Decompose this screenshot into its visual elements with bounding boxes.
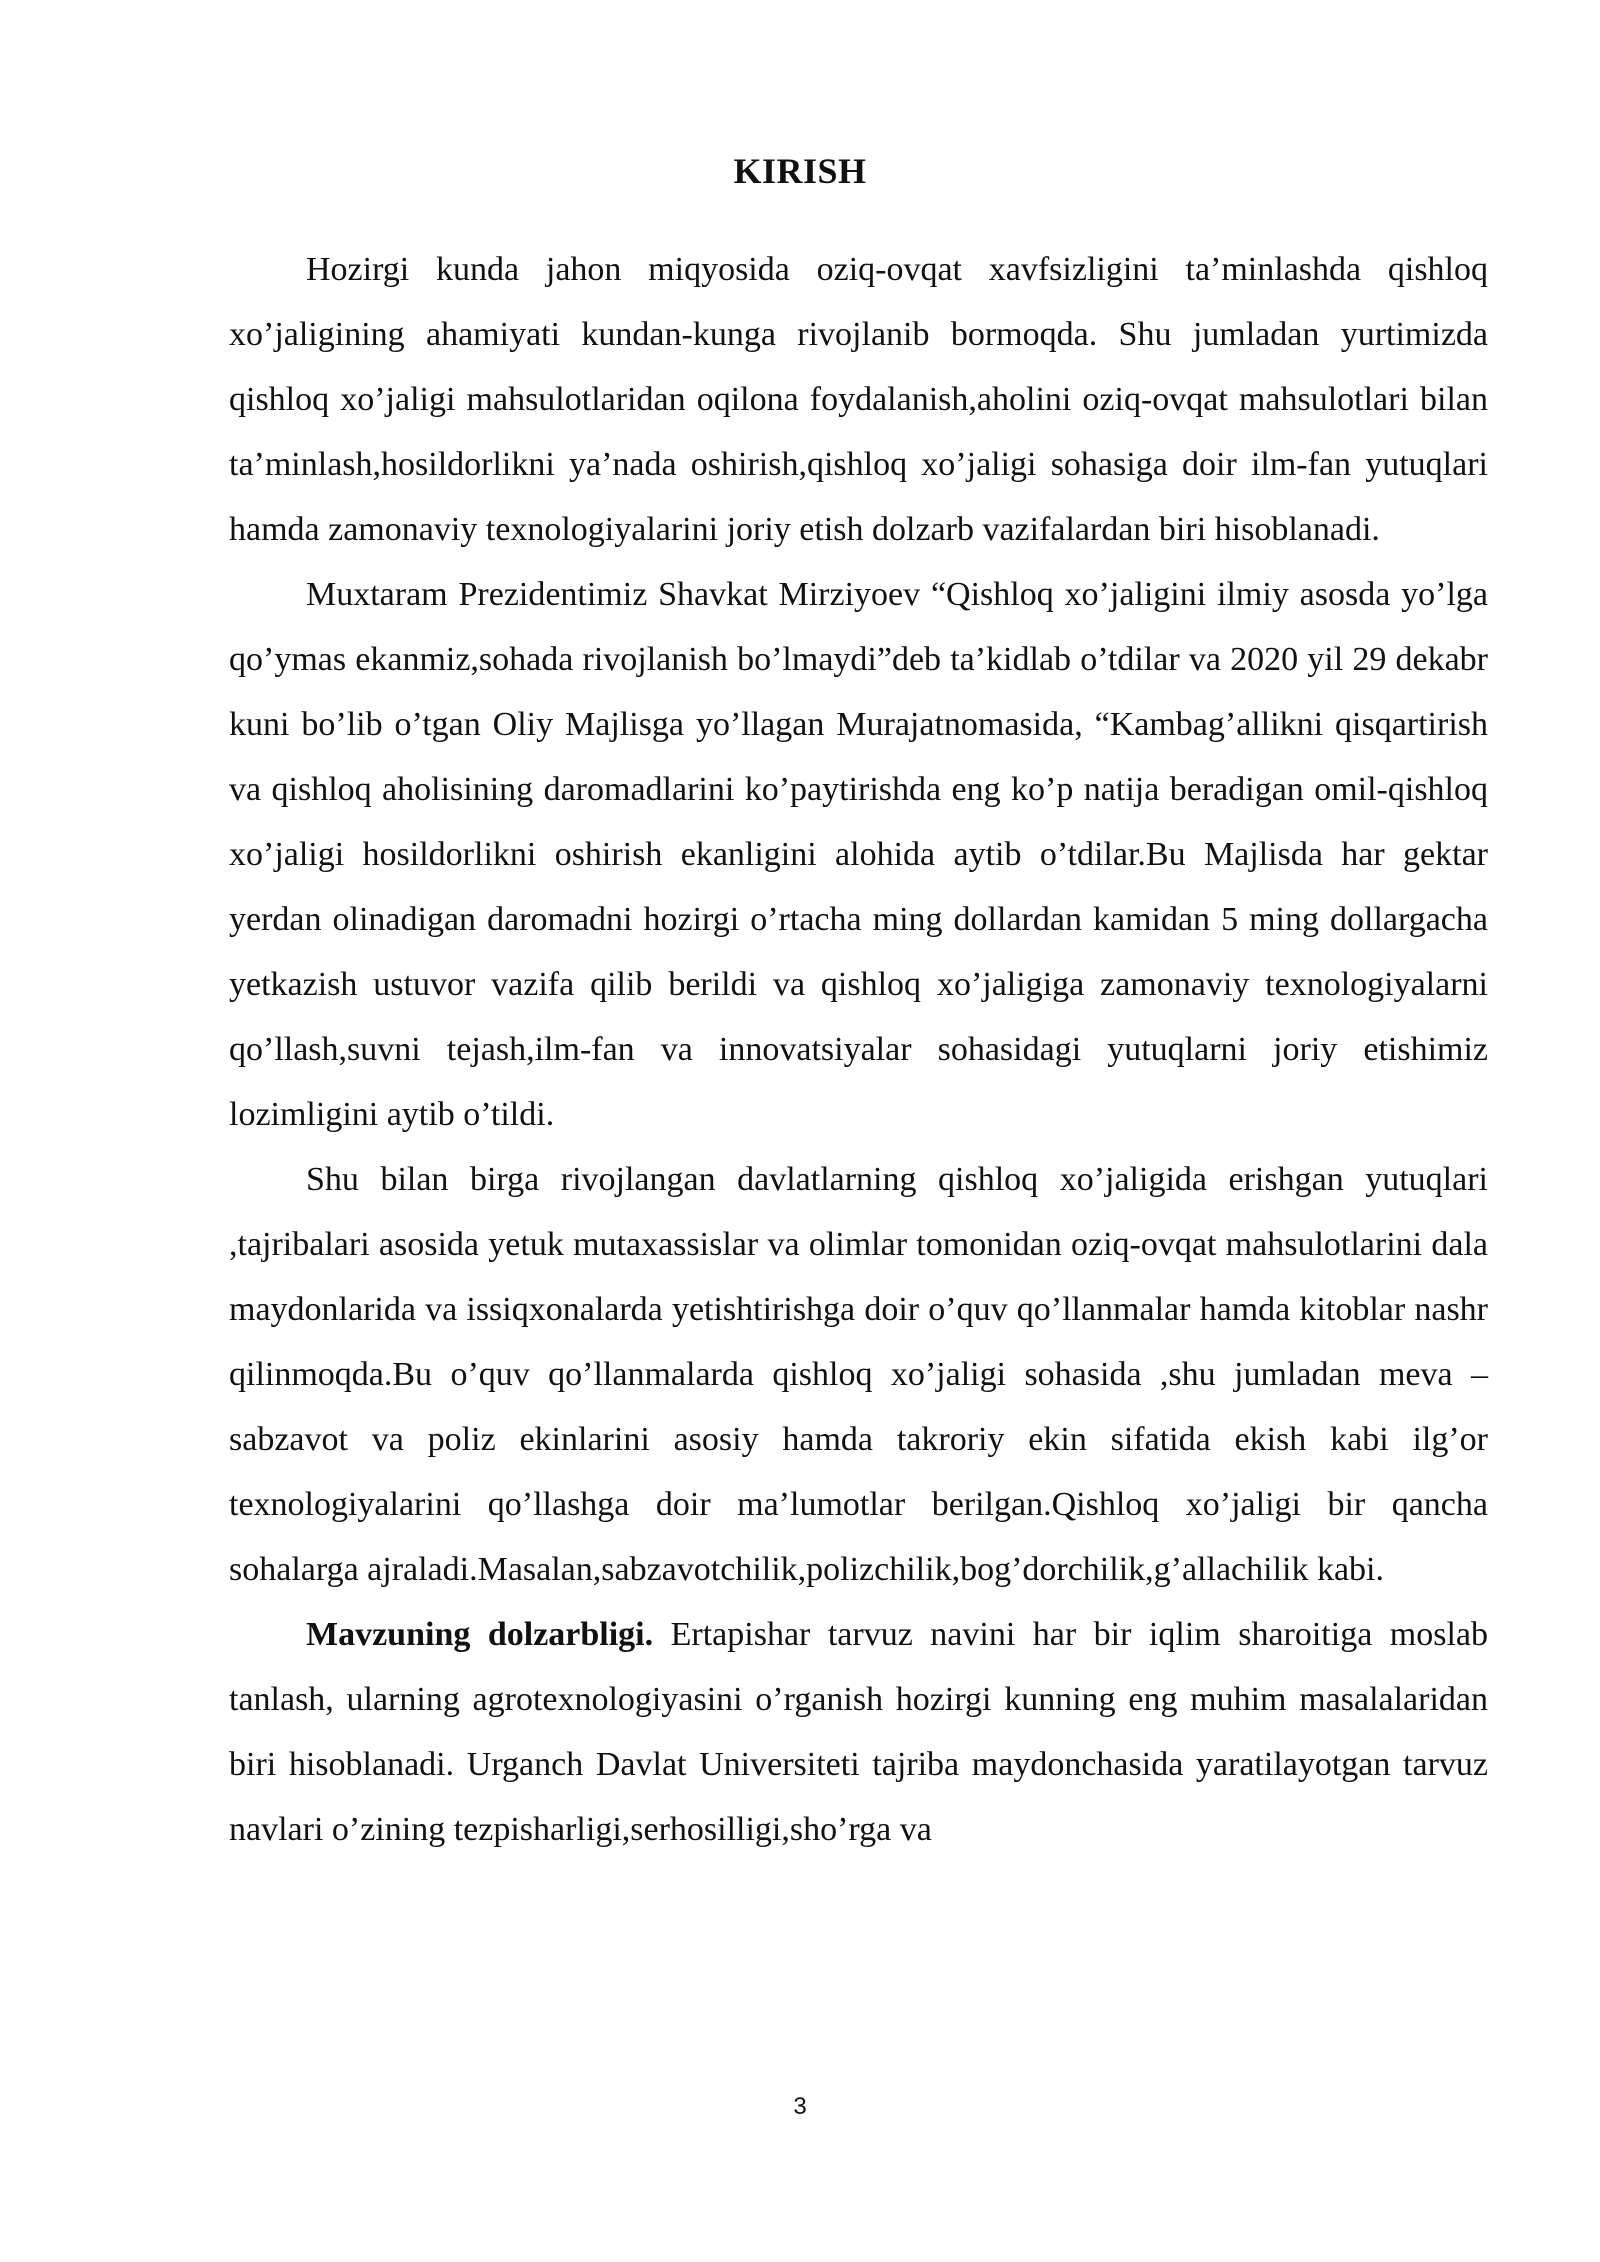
section-title: KIRISH	[733, 151, 867, 191]
paragraph-3: Shu bilan birga rivojlangan davlatlarning qishloq xo’jaligida erishgan yutuqlari ,tajribalari asosida yetuk mutaxassislar va olimlar tomonidan oziq-ovqat mahsulotlarini dala maydonlarida va issiqxonalarda yetishtirishga doir o’quv qo’llanmalar hamda kitoblar nashr qilinmoqda.Bu o’quv qo’llanmalarda qishloq xo’jaligi sohasida ,shu jumladan meva –sabzavot va poliz ekinlarini asosiy hamda takroriy ekin sifatida ekish kabi ilg’or texnologiyalarini qo’llashga doir ma’lumotlar berilgan.Qishloq xo’jaligi bir qancha sohalarga ajraladi.Masalan,sabzavotchilik,polizchilik,bog’dorchilik,g’allachilik kabi.	[229, 1161, 1488, 1588]
paragraph-4-lead: Mavzuning dolzarbligi.	[306, 1616, 654, 1653]
paragraph-2: Muxtaram Prezidentimiz Shavkat Mirziyoev “Qishloq xo’jaligini ilmiy asosda yo’lga qo’ymas ekanmiz,sohada rivojlanish bo’lmaydi”deb ta’kidlab o’tdilar va 2020 yil 29 dekabr kuni bo’lib o’tgan Oliy Majlisga yo’llagan Murajatnomasida, “Kambag’allikni qisqartirish va qishloq aholisining daromadlarini ko’paytirishda eng ko’p natija beradigan omil-qishloq xo’jaligi hosildorlikni oshirish ekanligini alohida aytib o’tdilar.Bu Majlisda har gektar yerdan olinadigan daromadni hozirgi o’rtacha ming dollardan kamidan 5 ming dollargacha yetkazish ustuvor vazifa qilib berildi va qishloq xo’jaligiga zamonaviy texnologiyalarni qo’llash,suvni tejash,ilm-fan va innovatsiyalar sohasidagi yutuqlarni joriy etishimiz lozimligini aytib o’tildi.	[229, 576, 1488, 1133]
paragraph-4	[229, 1602, 1488, 1862]
paragraph-4-text: Ertapishar tarvuz navini har bir iqlim sharoitiga moslab tanlash, ularning agrotexnologiyasini o’rganish hozirgi kunning eng muhim masalalaridan biri hisoblanadi. Urganch Davlat Universiteti tajriba maydonchasida yaratilayotgan tarvuz navlari o’zining tezpisharligi,serhosilligi,sho’rga va	[229, 1616, 1488, 1848]
body-text	[229, 237, 1488, 1862]
paragraph-1: Hozirgi kunda jahon miqyosida oziq-ovqat xavfsizligini ta’minlashda qishloq xo’jaligining ahamiyati kundan-kunga rivojlanib bormoqda. Shu jumladan yurtimizda qishloq xo’jaligi mahsulotlaridan oqilona foydalanish,aholini oziq-ovqat mahsulotlari bilan ta’minlash,hosildorlikni ya’nada oshirish,qishloq xo’jaligi sohasiga doir ilm-fan yutuqlari hamda zamonaviy texnologiyalarini joriy etish dolzarb vazifalardan biri hisoblanadi.	[229, 251, 1488, 548]
page-number: 3	[793, 2093, 807, 2120]
